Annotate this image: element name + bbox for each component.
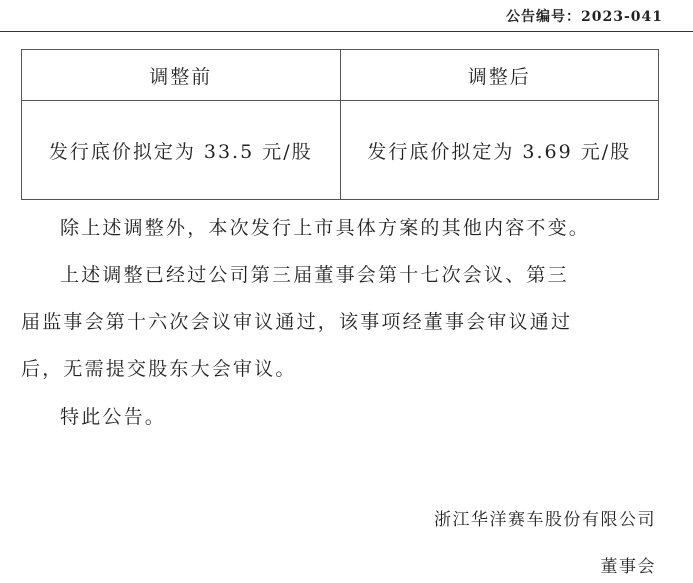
paragraph-closing: 特此公告。 [60, 406, 167, 428]
cell-price-after: 发行底价拟定为 3.69 元/股 [340, 101, 659, 200]
signature-company: 浙江华洋赛车股份有限公司 [434, 510, 656, 530]
announcement-code: 公告编号：2023-041 [506, 9, 663, 25]
table-header-row [22, 50, 659, 101]
adjustment-table [21, 49, 659, 200]
paragraph-other-content-unchanged: 除上述调整外，本次发行上市具体方案的其他内容不变。 [60, 217, 591, 239]
header-before: 调整前 [22, 50, 341, 101]
paragraph-approval-line: 届监事会第十六次会议审议通过，该事项经董事会审议通过 [21, 311, 573, 333]
header-divider [0, 31, 693, 32]
table-row [22, 101, 659, 200]
cell-price-before: 发行底价拟定为 33.5 元/股 [22, 101, 341, 200]
paragraph-approval-line: 后，无需提交股东大会审议。 [21, 358, 297, 380]
paragraph-approval [0, 252, 693, 393]
paragraph-approval-line: 上述调整已经过公司第三届董事会第十七次会议、第三 [60, 264, 569, 286]
header-after: 调整后 [340, 50, 659, 101]
signature-board: 董事会 [600, 557, 656, 577]
